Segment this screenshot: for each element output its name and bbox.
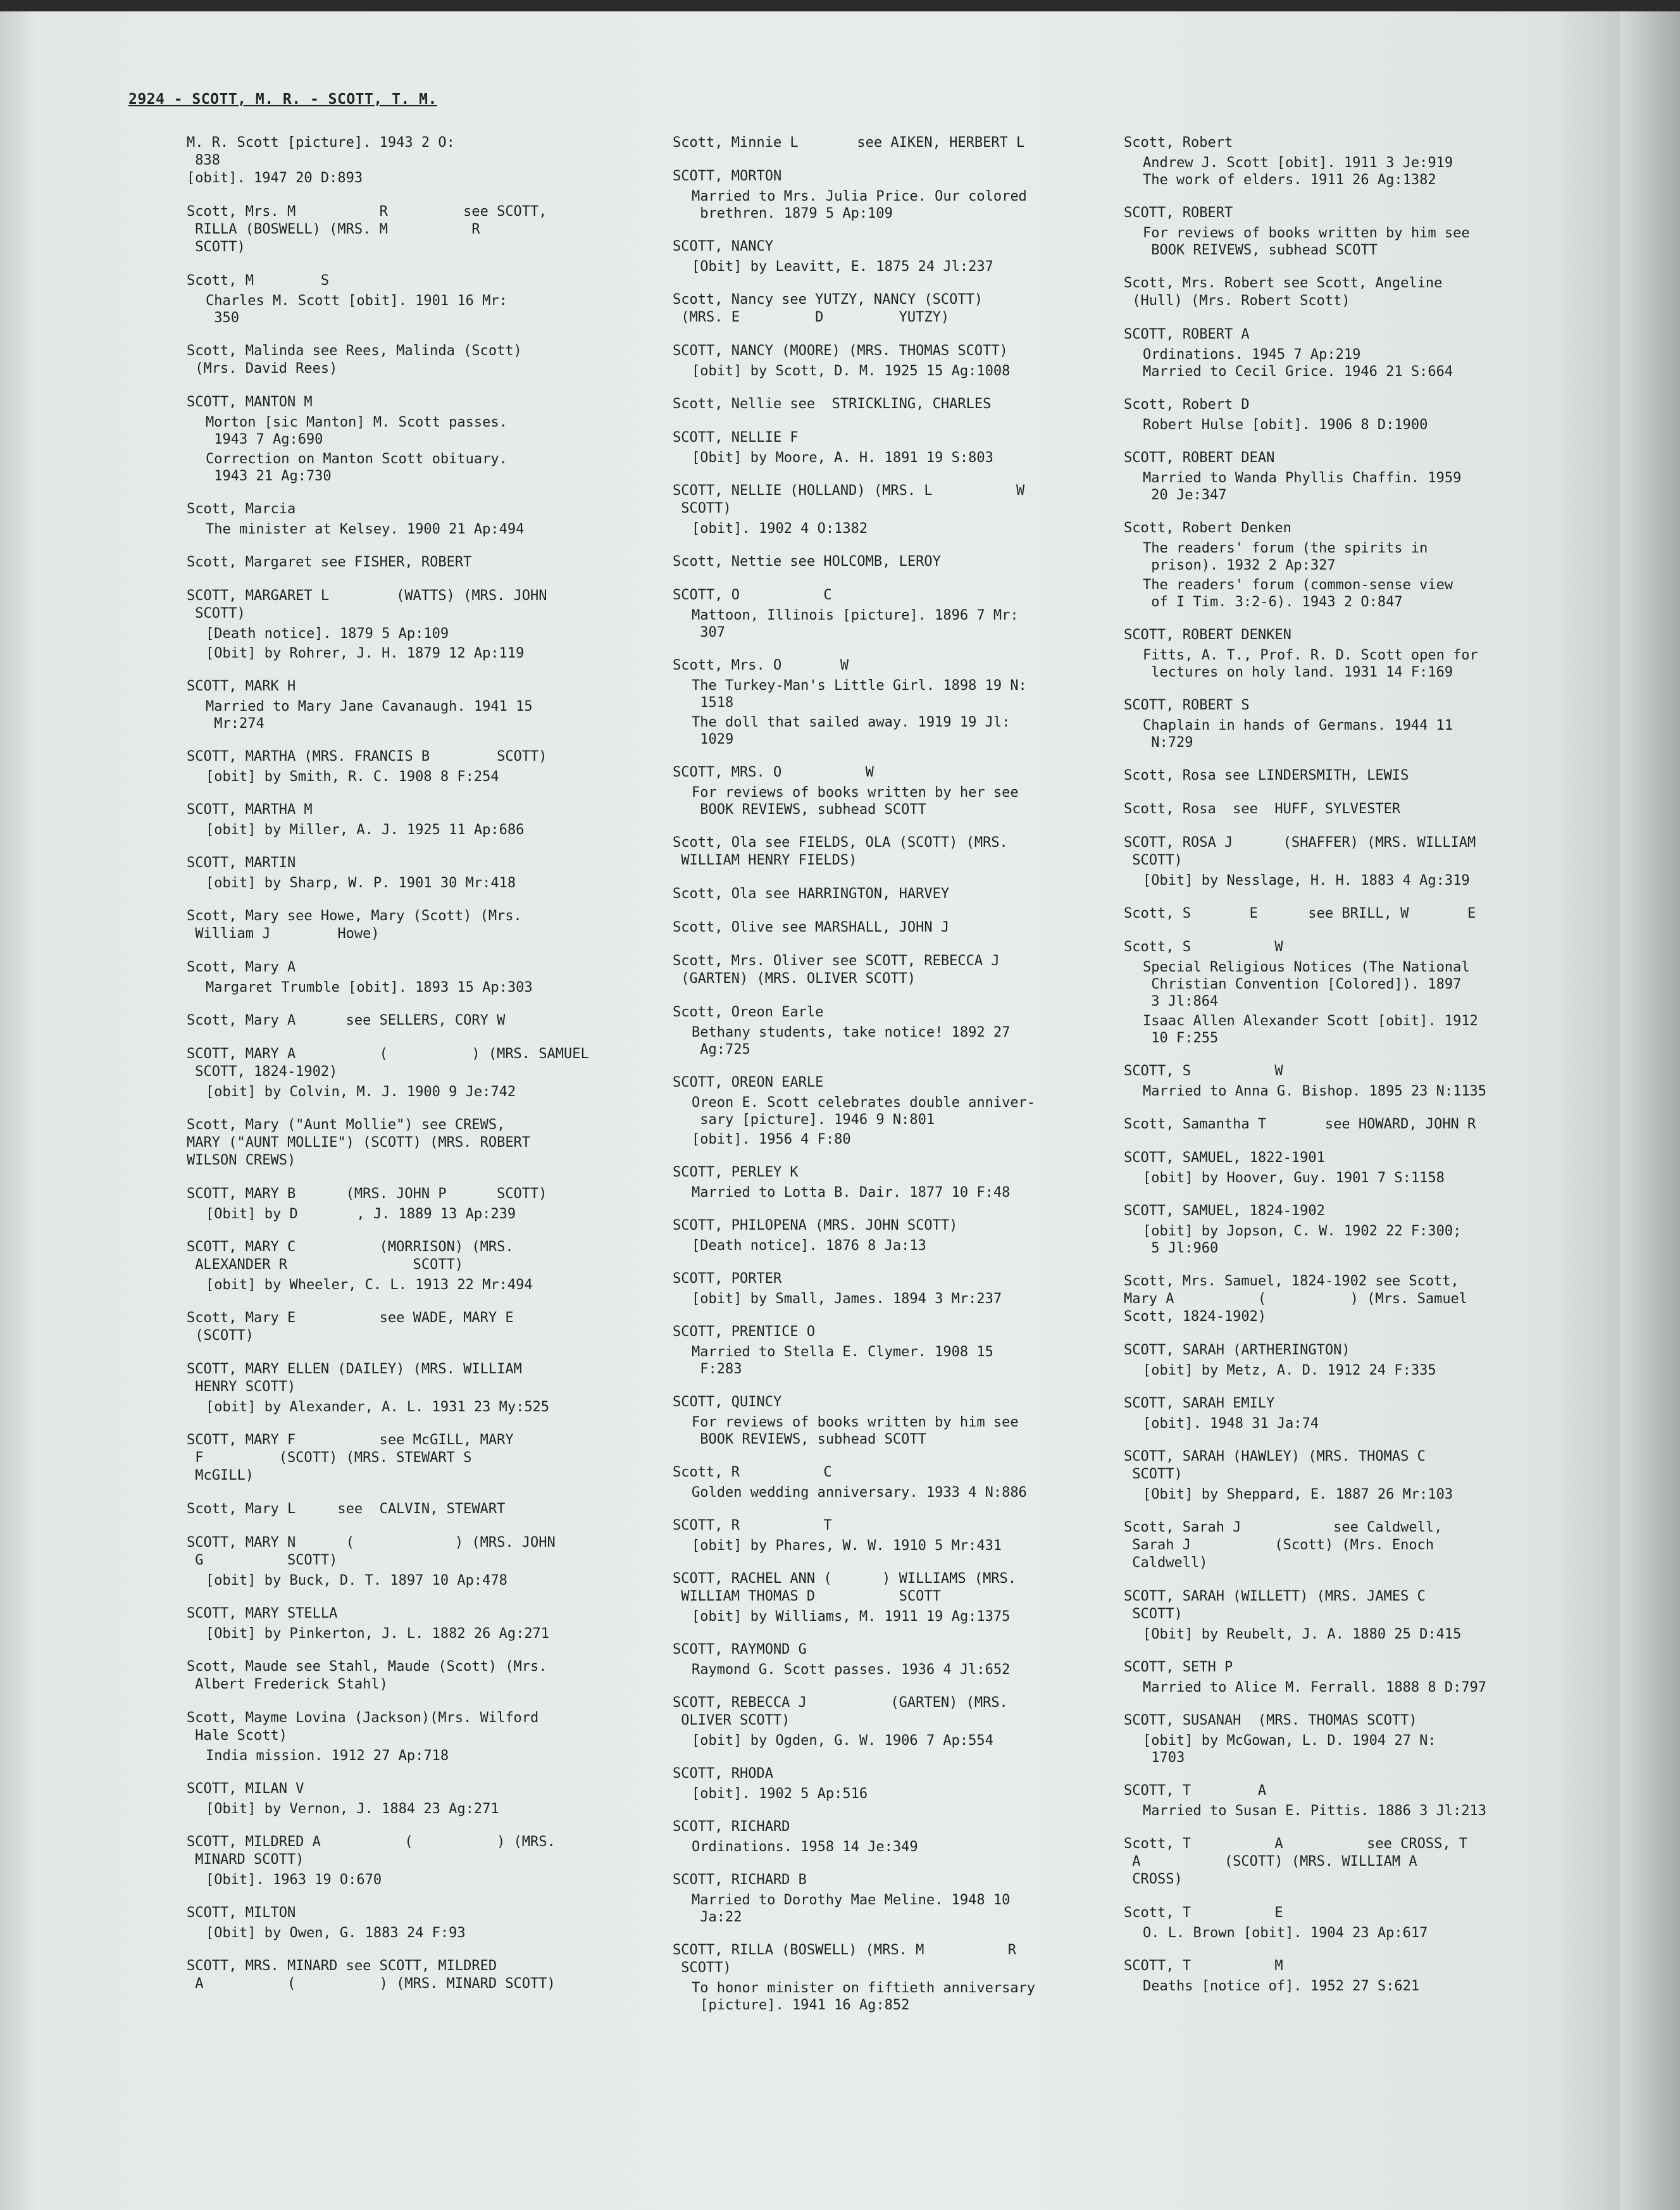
entry-citation: The readers' forum (common-sense view of I Tim. 3:2-6). 1943 2 O:847: [1143, 577, 1453, 610]
scan-top-edge: [0, 0, 1680, 11]
index-entry: [187, 1012, 642, 1030]
entry-heading: SCOTT, OREON EARLE: [673, 1075, 824, 1090]
index-entry: [1124, 275, 1579, 310]
entry-citation: [obit] by Scott, D. M. 1925 15 Ag:1008: [692, 363, 1011, 379]
entry-heading: SCOTT, PERLEY K: [673, 1164, 799, 1180]
index-entry: [673, 1164, 1128, 1201]
entry-citation: [obit] by Hoover, Guy. 1901 7 S:1158: [1143, 1170, 1445, 1186]
entry-citation: Married to Susan E. Pittis. 1886 3 Jl:213: [1143, 1803, 1487, 1819]
entry-heading: SCOTT, MARY B (MRS. JOHN P SCOTT): [187, 1186, 547, 1202]
entry-citation: [obit] by Colvin, M. J. 1900 9 Je:742: [206, 1084, 516, 1100]
entry-heading: Scott, Mary E see WADE, MARY E (SCOTT): [187, 1310, 514, 1344]
index-entry: [673, 342, 1128, 380]
entry-citation: Charles M. Scott [obit]. 1901 16 Mr: 350: [206, 293, 507, 326]
entry-heading: SCOTT, ROBERT DENKEN: [1124, 627, 1291, 643]
entry-heading: SCOTT, PRENTICE O: [673, 1324, 816, 1340]
entry-citation: Margaret Trumble [obit]. 1893 15 Ap:303: [206, 980, 533, 996]
entry-heading: Scott, Margaret see FISHER, ROBERT: [187, 554, 472, 570]
entry-heading: SCOTT, NANCY (MOORE) (MRS. THOMAS SCOTT): [673, 343, 1008, 359]
entry-citation: Married to Anna G. Bishop. 1895 23 N:1135: [1143, 1083, 1487, 1099]
index-entry: [1124, 326, 1579, 380]
entry-heading: Scott, Mary see Howe, Mary (Scott) (Mrs. William J Howe): [187, 908, 522, 942]
index-entry: [187, 342, 642, 378]
entry-heading: Scott, Mrs. O W: [673, 658, 849, 673]
index-entry: [673, 553, 1128, 571]
entry-heading: SCOTT, NANCY: [673, 239, 773, 254]
index-entry: [187, 1904, 642, 1942]
entry-heading: SCOTT, ROBERT DEAN: [1124, 450, 1275, 466]
entry-heading: SCOTT, MANTON M: [187, 394, 313, 410]
index-entry: [673, 429, 1128, 466]
entry-heading: SCOTT, QUINCY: [673, 1394, 782, 1410]
index-entry: [673, 587, 1128, 641]
index-entry: [1124, 396, 1579, 434]
entry-heading: Scott, Mrs. Samuel, 1824-1902 see Scott, Mary A ( ) (Mrs. Samuel Scott, 1824-1902): [1124, 1273, 1468, 1325]
entry-citation: [Obit] by Rohrer, J. H. 1879 12 Ap:119: [206, 646, 525, 661]
entry-citation: [Obit] by Sheppard, E. 1887 26 Mr:103: [1143, 1487, 1453, 1502]
index-entry: [673, 834, 1128, 870]
entry-heading: SCOTT, RAYMOND G: [673, 1642, 807, 1658]
index-entry: [1124, 1588, 1579, 1643]
index-entry: [673, 1517, 1128, 1554]
entry-citation: Married to Dorothy Mae Meline. 1948 10 Ja:22: [692, 1892, 1011, 1925]
index-entry: [673, 764, 1128, 818]
entry-citation: Morton [sic Manton] M. Scott passes. 1943 7 Ag:690: [206, 415, 507, 447]
entry-heading: SCOTT, RICHARD: [673, 1819, 790, 1835]
index-entry: [1124, 1273, 1579, 1326]
entry-heading: Scott, Malinda see Rees, Malinda (Scott) (Mrs. David Rees): [187, 343, 522, 377]
index-entry: [187, 1185, 642, 1223]
entry-heading: M. R. Scott [picture]. 1943 2 O: 838 [obit]. 1947 20 D:893: [187, 135, 455, 186]
entry-heading: Scott, Nellie see STRICKLING, CHARLES: [673, 396, 992, 412]
entry-heading: SCOTT, MILDRED A ( ) (MRS. MINARD SCOTT): [187, 1834, 556, 1868]
index-entry: [673, 1394, 1128, 1448]
entry-heading: SCOTT, R T: [673, 1518, 832, 1533]
entry-citation: [Obit] by Nesslage, H. H. 1883 4 Ag:319: [1143, 873, 1470, 889]
index-entry: [187, 203, 642, 256]
entry-heading: Scott, T E: [1124, 1905, 1283, 1921]
index-entry: [673, 1570, 1128, 1625]
entry-heading: SCOTT, ROBERT S: [1124, 697, 1250, 713]
index-entry: [187, 854, 642, 892]
index-entry: [187, 801, 642, 839]
index-entry: [187, 1046, 642, 1101]
index-entry: [187, 1501, 642, 1518]
index-entry: [1124, 905, 1579, 923]
index-entry: [673, 134, 1128, 152]
index-entry: [1124, 1712, 1579, 1766]
entry-heading: SCOTT, SARAH (WILLETT) (MRS. JAMES C SCOTT): [1124, 1589, 1426, 1622]
index-entry: [673, 396, 1128, 413]
index-entry: [187, 1432, 642, 1485]
entry-heading: Scott, M S: [187, 273, 330, 289]
index-entry: [673, 1818, 1128, 1856]
index-entry: [1124, 1782, 1579, 1820]
entry-heading: SCOTT, T M: [1124, 1958, 1283, 1974]
entry-heading: SCOTT, ROBERT: [1124, 205, 1233, 221]
index-column-2: [673, 134, 1128, 2030]
entry-heading: SCOTT, SARAH (ARTHERINGTON): [1124, 1342, 1350, 1358]
entry-citation: [Obit] by D , J. 1889 13 Ap:239: [206, 1206, 516, 1222]
entry-heading: Scott, Nettie see HOLCOMB, LEROY: [673, 554, 941, 570]
entry-heading: Scott, Olive see MARSHALL, JOHN J: [673, 920, 950, 935]
entry-citation: [Death notice]. 1879 5 Ap:109: [206, 626, 449, 642]
index-column-1: [187, 134, 642, 2009]
index-entry: [1124, 134, 1579, 189]
entry-heading: Scott, Nancy see YUTZY, NANCY (SCOTT) (MRS. E D YUTZY): [673, 292, 983, 325]
entry-citation: [obit]. 1956 4 F:80: [692, 1132, 851, 1147]
entry-heading: SCOTT, MARY A ( ) (MRS. SAMUEL SCOTT, 1824-1902): [187, 1046, 589, 1080]
entry-citation: Fitts, A. T., Prof. R. D. Scott open for lectures on holy land. 1931 14 F:169: [1143, 647, 1478, 680]
entry-heading: SCOTT, T A: [1124, 1783, 1267, 1799]
index-entry: [1124, 1395, 1579, 1432]
entry-citation: [obit]. 1902 5 Ap:516: [692, 1786, 868, 1802]
index-entry: [673, 1323, 1128, 1378]
entry-heading: Scott, Mary A see SELLERS, CORY W: [187, 1013, 506, 1028]
entry-heading: SCOTT, MARY STELLA: [187, 1606, 338, 1621]
entry-heading: SCOTT, MRS. MINARD see SCOTT, MILDRED A ( ) (MRS. MINARD SCOTT): [187, 1958, 556, 1992]
entry-citation: Married to Alice M. Ferrall. 1888 8 D:797: [1143, 1680, 1487, 1695]
index-entry: [673, 168, 1128, 222]
entry-heading: Scott, Mrs. Oliver see SCOTT, REBECCA J (GARTEN) (MRS. OLIVER SCOTT): [673, 953, 1000, 987]
index-entry: [1124, 1957, 1579, 1995]
entry-citation: [obit] by Phares, W. W. 1910 5 Mr:431: [692, 1538, 1002, 1554]
index-entry: [1124, 1063, 1579, 1100]
entry-heading: Scott, R C: [673, 1464, 832, 1480]
index-entry: [1124, 627, 1579, 681]
entry-heading: SCOTT, RHODA: [673, 1766, 773, 1782]
entry-citation: [Obit] by Pinkerton, J. L. 1882 26 Ag:271: [206, 1626, 550, 1642]
entry-heading: SCOTT, RILLA (BOSWELL) (MRS. M R SCOTT): [673, 1942, 1017, 1976]
entry-citation: [obit] by Small, James. 1894 3 Mr:237: [692, 1291, 1002, 1307]
index-entry: [673, 885, 1128, 903]
entry-heading: Scott, S W: [1124, 939, 1283, 955]
entry-citation: The Turkey-Man's Little Girl. 1898 19 N: 1518: [692, 678, 1027, 711]
index-entry: [1124, 801, 1579, 818]
entry-citation: [obit] by Ogden, G. W. 1906 7 Ap:554: [692, 1733, 993, 1749]
index-entry: [673, 1694, 1128, 1749]
entry-citation: [obit] by Sharp, W. P. 1901 30 Mr:418: [206, 875, 516, 891]
entry-citation: The minister at Kelsey. 1900 21 Ap:494: [206, 521, 525, 537]
index-entry: [187, 678, 642, 732]
entry-citation: To honor minister on fiftieth anniversary [picture]. 1941 16 Ag:852: [692, 1980, 1036, 2013]
entry-heading: Scott, Samantha T see HOWARD, JOHN R: [1124, 1116, 1476, 1132]
entry-heading: SCOTT, O C: [673, 587, 832, 603]
index-entry: [673, 291, 1128, 327]
entry-citation: Oreon E. Scott celebrates double anniver- sary [picture]. 1946 9 N:801: [692, 1095, 1036, 1128]
entry-heading: SCOTT, S W: [1124, 1063, 1283, 1079]
entry-heading: SCOTT, RACHEL ANN ( ) WILLIAMS (MRS. WILLIAM THOMAS D SCOTT: [673, 1571, 1017, 1604]
entry-heading: Scott, Marcia: [187, 501, 296, 517]
index-entry: [1124, 1202, 1579, 1257]
index-entry: [673, 1004, 1128, 1058]
index-entry: [187, 1361, 642, 1416]
index-entry: [1124, 1448, 1579, 1503]
index-entry: [1124, 1116, 1579, 1133]
entry-heading: SCOTT, MARGARET L (WATTS) (MRS. JOHN SCOTT): [187, 588, 547, 621]
entry-heading: SCOTT, SETH P: [1124, 1659, 1233, 1675]
entry-heading: SCOTT, ROBERT A: [1124, 327, 1250, 342]
entry-heading: SCOTT, MARY N ( ) (MRS. JOHN G SCOTT): [187, 1535, 556, 1568]
index-entry: [187, 1658, 642, 1694]
entry-citation: Married to Lotta B. Dair. 1877 10 F:48: [692, 1185, 1011, 1201]
index-entry: [187, 1780, 642, 1818]
entry-citation: The readers' forum (the spirits in prison). 1932 2 Ap:327: [1143, 540, 1428, 573]
entry-heading: Scott, Mrs. Robert see Scott, Angeline (Hull) (Mrs. Robert Scott): [1124, 275, 1443, 309]
entry-citation: For reviews of books written by him see BOOK REIVEWS, subhead SCOTT: [1143, 225, 1470, 258]
index-column-3: [1124, 134, 1579, 2011]
entry-heading: SCOTT, MARK H: [187, 678, 296, 694]
index-entry: [673, 238, 1128, 275]
entry-heading: Scott, Mary A: [187, 959, 296, 975]
entry-citation: [Death notice]. 1876 8 Ja:13: [692, 1238, 926, 1254]
entry-heading: SCOTT, SUSANAH (MRS. THOMAS SCOTT): [1124, 1713, 1417, 1728]
entry-citation: [obit] by Wheeler, C. L. 1913 22 Mr:494: [206, 1277, 533, 1293]
entry-heading: SCOTT, MORTON: [673, 168, 782, 184]
index-entry: [673, 1270, 1128, 1308]
index-entry: [187, 748, 642, 785]
entry-citation: Raymond G. Scott passes. 1936 4 Jl:652: [692, 1662, 1011, 1678]
index-entry: [187, 1309, 642, 1345]
index-entry: [1124, 1519, 1579, 1572]
entry-citation: The doll that sailed away. 1919 19 Jl: 1029: [692, 715, 1011, 747]
index-entry: [673, 1871, 1128, 1926]
entry-heading: SCOTT, PORTER: [673, 1271, 782, 1287]
entry-citation: [obit] by Metz, A. D. 1912 24 F:335: [1143, 1363, 1436, 1378]
index-entry: [1124, 939, 1579, 1047]
entry-citation: [Obit] by Leavitt, E. 1875 24 Jl:237: [692, 259, 993, 275]
entry-heading: SCOTT, MRS. O W: [673, 765, 874, 780]
entry-citation: [obit]. 1902 4 O:1382: [692, 521, 868, 537]
entry-heading: Scott, Mary ("Aunt Mollie") see CREWS, MARY ("AUNT MOLLIE") (SCOTT) (MRS. ROBERT WILSON CREWS): [187, 1117, 531, 1168]
entry-citation: Ordinations. 1958 14 Je:349: [692, 1839, 918, 1855]
index-entry: [187, 394, 642, 485]
entry-citation: [obit] by McGowan, L. D. 1904 27 N: 1703: [1143, 1733, 1436, 1766]
index-entry: [187, 959, 642, 996]
entry-citation: Married to Mary Jane Cavanaugh. 1941 15 Mr:274: [206, 699, 533, 732]
index-entry: [673, 1464, 1128, 1501]
entry-heading: Scott, Maude see Stahl, Maude (Scott) (Mrs. Albert Frederick Stahl): [187, 1659, 547, 1692]
entry-heading: Scott, Ola see HARRINGTON, HARVEY: [673, 886, 950, 902]
index-entry: [1124, 449, 1579, 504]
index-entry: [673, 1074, 1128, 1148]
index-entry: [187, 1605, 642, 1642]
index-entry: [187, 1239, 642, 1294]
page-gutter: [1620, 11, 1680, 2210]
entry-heading: Scott, Ola see FIELDS, OLA (SCOTT) (MRS. WILLIAM HENRY FIELDS): [673, 835, 1008, 868]
entry-citation: [obit]. 1948 31 Ja:74: [1143, 1416, 1319, 1432]
index-entry: [673, 482, 1128, 537]
entry-citation: Golden wedding anniversary. 1933 4 N:886: [692, 1485, 1027, 1501]
index-entry: [187, 1116, 642, 1170]
entry-citation: For reviews of books written by her see BOOK REVIEWS, subhead SCOTT: [692, 785, 1019, 818]
index-entry: [187, 587, 642, 662]
entry-citation: Bethany students, take notice! 1892 27 Ag:725: [692, 1025, 1011, 1058]
index-entry: [673, 952, 1128, 988]
entry-citation: For reviews of books written by him see BOOK REVIEWS, subhead SCOTT: [692, 1414, 1019, 1447]
entry-heading: SCOTT, SAMUEL, 1822-1901: [1124, 1150, 1325, 1166]
index-entry: [187, 908, 642, 943]
index-entry: [673, 1765, 1128, 1802]
entry-heading: SCOTT, SARAH (HAWLEY) (MRS. THOMAS C SCOTT): [1124, 1449, 1426, 1482]
index-entry: [187, 1957, 642, 1993]
entry-citation: [obit] by Williams, M. 1911 19 Ag:1375: [692, 1609, 1011, 1625]
entry-citation: [Obit] by Reubelt, J. A. 1880 25 D:415: [1143, 1626, 1462, 1642]
entry-citation: [Obit] by Vernon, J. 1884 23 Ag:271: [206, 1801, 499, 1817]
entry-citation: [Obit]. 1963 19 O:670: [206, 1872, 382, 1888]
entry-heading: SCOTT, MARY C (MORRISON) (MRS. ALEXANDER R SCOTT): [187, 1239, 514, 1273]
entry-heading: Scott, Robert Denken: [1124, 520, 1291, 536]
entry-heading: SCOTT, MARTHA (MRS. FRANCIS B SCOTT): [187, 749, 547, 765]
index-entry: [187, 272, 642, 327]
entry-heading: SCOTT, MILAN V: [187, 1781, 304, 1797]
entry-heading: SCOTT, MARY F see McGILL, MARY F (SCOTT) (MRS. STEWART S McGILL): [187, 1432, 514, 1483]
entry-citation: [obit] by Jopson, C. W. 1902 22 F:300; 5 Jl:960: [1143, 1223, 1462, 1256]
entry-citation: Married to Stella E. Clymer. 1908 15 F:283: [692, 1344, 993, 1377]
entry-heading: Scott, Rosa see HUFF, SYLVESTER: [1124, 801, 1401, 817]
page-header: 2924 - SCOTT, M. R. - SCOTT, T. M.: [128, 91, 437, 108]
entry-heading: SCOTT, ROSA J (SHAFFER) (MRS. WILLIAM SCOTT): [1124, 835, 1476, 868]
index-entry: [187, 134, 642, 187]
entry-heading: Scott, Mary L see CALVIN, STEWART: [187, 1501, 506, 1517]
entry-citation: O. L. Brown [obit]. 1904 23 Ap:617: [1143, 1925, 1428, 1941]
entry-heading: Scott, Sarah J see Caldwell, Sarah J (Scott) (Mrs. Enoch Caldwell): [1124, 1520, 1443, 1571]
entry-heading: Scott, T A see CROSS, T A (SCOTT) (MRS. WILLIAM A CROSS): [1124, 1836, 1468, 1887]
index-entry: [187, 554, 642, 571]
index-entry: [673, 919, 1128, 937]
index-entry: [1124, 1342, 1579, 1379]
index-entry: [187, 1709, 642, 1764]
entry-citation: Special Religious Notices (The National Christian Convention [Colored]). 1897 3 Jl:864: [1143, 959, 1470, 1009]
index-entry: [673, 1942, 1128, 2014]
entry-citation: Chaplain in hands of Germans. 1944 11 N:729: [1143, 718, 1453, 751]
entry-heading: SCOTT, MARTIN: [187, 855, 296, 871]
entry-heading: Scott, Robert: [1124, 135, 1233, 151]
entry-heading: Scott, Oreon Earle: [673, 1004, 824, 1020]
entry-citation: [obit] by Smith, R. C. 1908 8 F:254: [206, 769, 499, 785]
entry-heading: Scott, Rosa see LINDERSMITH, LEWIS: [1124, 768, 1409, 783]
index-entry: [187, 1833, 642, 1888]
entry-citation: [obit] by Miller, A. J. 1925 11 Ap:686: [206, 822, 525, 838]
index-entry: [1124, 1904, 1579, 1942]
entry-citation: Deaths [notice of]. 1952 27 S:621: [1143, 1978, 1420, 1994]
entry-citation: [obit] by Buck, D. T. 1897 10 Ap:478: [206, 1573, 507, 1589]
entry-heading: SCOTT, MARY ELLEN (DAILEY) (MRS. WILLIAM HENRY SCOTT): [187, 1361, 522, 1395]
index-entry: [1124, 204, 1579, 259]
entry-citation: Married to Wanda Phyllis Chaffin. 1959 20 Je:347: [1143, 470, 1462, 503]
index-entry: [673, 1217, 1128, 1254]
entry-citation: Ordinations. 1945 7 Ap:219 Married to Cecil Grice. 1946 21 S:664: [1143, 347, 1453, 380]
entry-citation: Isaac Allen Alexander Scott [obit]. 1912 10 F:255: [1143, 1013, 1478, 1046]
entry-citation: Correction on Manton Scott obituary. 1943 21 Ag:730: [206, 451, 507, 484]
entry-heading: Scott, S E see BRILL, W E: [1124, 906, 1476, 921]
entry-citation: [Obit] by Owen, G. 1883 24 F:93: [206, 1925, 466, 1941]
entry-citation: [obit] by Alexander, A. L. 1931 23 My:525: [206, 1399, 550, 1415]
entry-citation: [Obit] by Moore, A. H. 1891 19 S:803: [692, 450, 993, 466]
entry-heading: SCOTT, RICHARD B: [673, 1872, 807, 1888]
entry-citation: Robert Hulse [obit]. 1906 8 D:1900: [1143, 417, 1428, 433]
index-entry: [673, 1641, 1128, 1678]
index-entry: [673, 657, 1128, 748]
index-entry: [1124, 1659, 1579, 1696]
entry-heading: SCOTT, NELLIE (HOLLAND) (MRS. L W SCOTT): [673, 483, 1025, 516]
index-entry: [1124, 1835, 1579, 1888]
entry-heading: Scott, Mayme Lovina (Jackson)(Mrs. Wilford Hale Scott): [187, 1710, 539, 1744]
entry-heading: SCOTT, MILTON: [187, 1905, 296, 1921]
entry-heading: SCOTT, MARTHA M: [187, 802, 313, 818]
index-entry: [1124, 697, 1579, 751]
entry-citation: Mattoon, Illinois [picture]. 1896 7 Mr: 307: [692, 608, 1019, 640]
entry-heading: Scott, Mrs. M R see SCOTT, RILLA (BOSWELL) (MRS. M R SCOTT): [187, 204, 547, 255]
entry-heading: SCOTT, SAMUEL, 1824-1902: [1124, 1203, 1325, 1219]
index-entry: [187, 501, 642, 538]
entry-heading: Scott, Minnie L see AIKEN, HERBERT L: [673, 135, 1025, 151]
entry-heading: SCOTT, SARAH EMILY: [1124, 1395, 1275, 1411]
index-entry: [1124, 520, 1579, 611]
index-entry: [1124, 834, 1579, 889]
index-entry: [1124, 767, 1579, 785]
index-entry: [187, 1534, 642, 1589]
entry-heading: SCOTT, NELLIE F: [673, 430, 799, 446]
entry-heading: SCOTT, REBECCA J (GARTEN) (MRS. OLIVER SCOTT): [673, 1695, 1008, 1728]
entry-heading: Scott, Robert D: [1124, 397, 1250, 413]
entry-citation: Married to Mrs. Julia Price. Our colored brethren. 1879 5 Ap:109: [692, 189, 1027, 222]
entry-citation: Andrew J. Scott [obit]. 1911 3 Je:919 The work of elders. 1911 26 Ag:1382: [1143, 155, 1453, 188]
entry-citation: India mission. 1912 27 Ap:718: [206, 1748, 449, 1764]
entry-heading: SCOTT, PHILOPENA (MRS. JOHN SCOTT): [673, 1218, 958, 1233]
index-entry: [1124, 1149, 1579, 1187]
